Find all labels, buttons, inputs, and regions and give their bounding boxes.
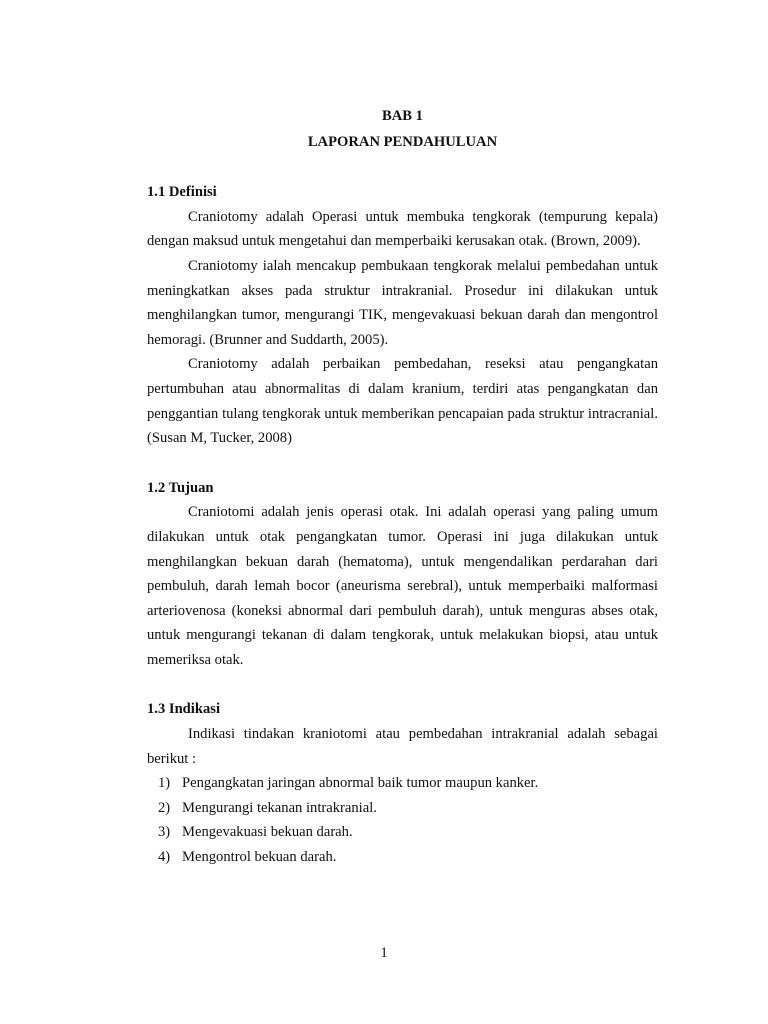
chapter-title: LAPORAN PENDAHULUAN — [307, 133, 498, 150]
list-item-number: 3) — [158, 824, 171, 841]
list-item — [147, 771, 658, 796]
list-item-text: Mengurangi tekanan intrakranial. — [182, 799, 377, 816]
list-item-number: 4) — [158, 849, 171, 866]
paragraph: Indikasi tindakan kraniotomi atau pembedahan intrakranial adalah sebagai berikut : — [147, 726, 658, 767]
paragraph: Craniotomy ialah mencakup pembukaan tengkorak melalui pembedahan untuk meningkatkan akses pada struktur intrakranial. Prosedur ini dilakukan untuk menghilangkan tumor, mengurangi TIK, mengevakuasi bekuan darah dan mengontrol hemoragi. (Brunner and Suddarth, 2005). — [147, 257, 658, 348]
page-number: 1 — [380, 945, 388, 961]
section-heading-definisi: 1.1 Definisi — [147, 184, 217, 201]
list-item-text: Mengontrol bekuan darah. — [182, 849, 337, 866]
section-heading-tujuan: 1.2 Tujuan — [147, 479, 214, 496]
list-item-number: 2) — [158, 799, 171, 816]
list-item — [147, 820, 658, 845]
indication-list — [147, 771, 658, 869]
page-content — [147, 104, 658, 870]
paragraph: Craniotomy adalah Operasi untuk membuka tengkorak (tempurung kepala) dengan maksud untuk mengetahui dan memperbaiki kerusakan otak. (Brown, 2009). — [147, 208, 658, 250]
paragraph: Craniotomi adalah jenis operasi otak. Ini adalah operasi yang paling umum dilakukan untuk otak pengangkatan tumor. Operasi ini juga dilakukan untuk menghilangkan bekuan darah (hematoma), untuk mengendalikan perdarahan dari pembuluh, darah lemah bocor (aneurisma serebral), untuk memperbaiki malformasi arteriovenosa (koneksi abnormal dari pembuluh darah), untuk menguras abses otak, untuk mengurangi tekanan di dalam tengkorak, untuk melakukan biopsi, atau untuk memeriksa otak. — [147, 504, 658, 668]
list-item-number: 1) — [158, 775, 171, 792]
section-heading-indikasi: 1.3 Indikasi — [147, 701, 221, 718]
list-item — [147, 845, 658, 870]
list-item-text: Mengevakuasi bekuan darah. — [182, 824, 353, 841]
chapter-label: BAB 1 — [382, 108, 423, 124]
paragraph: Craniotomy adalah perbaikan pembedahan, reseksi atau pengangkatan pertumbuhan atau abnormalitas di dalam kranium, terdiri atas pengangkatan dan penggantian tulang tengkorak untuk memberikan pencapaian pada struktur intracranial. (Susan M, Tucker, 2008) — [147, 356, 658, 447]
list-item-text: Pengangkatan jaringan abnormal baik tumor maupun kanker. — [182, 775, 539, 792]
list-item — [147, 796, 658, 821]
